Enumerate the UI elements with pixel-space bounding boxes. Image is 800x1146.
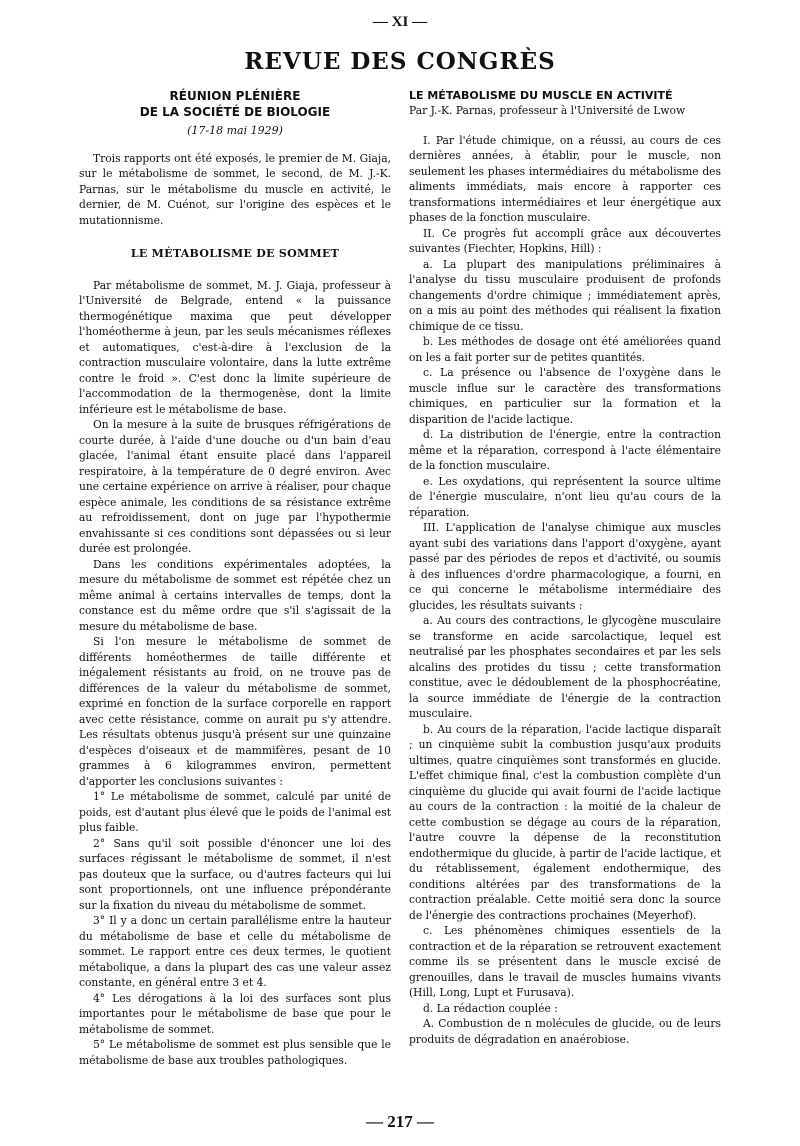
list-item: e. Les oxydations, qui représentent la source ultime de l'énergie musculaire, n'ont lieu qu'au cours de la réparation. bbox=[409, 474, 721, 519]
paragraph: III. L'application de l'analyse chimique aux muscles ayant subi des variations dans l'apport d'oxygène, ayant passé par des périodes de repos et d'activité, ou soumis à des influences d'ordre pharmacologique, a fourni, en ce qui concerne le métabolisme intermédiaire des glucides, les résultats suivants : bbox=[409, 521, 721, 612]
list-item: b. Les méthodes de dosage ont été améliorées quand on les a fait porter sur de petites quantités. bbox=[409, 335, 721, 364]
roman-folio: — XI — bbox=[372, 14, 428, 30]
list-item: c. La présence ou l'absence de l'oxygène dans le muscle influe sur le caractère des transformations chimiques, en particulier sur la formation et la disparition de l'acide lactique. bbox=[409, 366, 721, 426]
paragraph: On la mesure à la suite de brusques réfrigérations de courte durée, à l'aide d'une douche ou d'un bain d'eau glacée, l'animal étant ensuite placé dans l'appareil respiratoire, à la température de 0 degré environ. Avec une certaine expérience on arrive à réaliser, pour chaque espèce animale, les conditions de sa résistance extrême au refroidissement, dont on juge par l'hypothermie envahissante si ces conditions sont dépassées ou si leur durée est prolongée. bbox=[79, 418, 391, 555]
list-item: b. Au cours de la réparation, l'acide lactique disparaît ; un cinquième subit la combustion jusqu'aux produits ultimes, quatre cinquièmes sont transformés en glucide. L'effet chimique final, c'est la combustion complète d'un cinquième du glucide qui avait fourni de l'acide lactique au cours de la contraction : la moitié de la chaleur de cette combustion se dégage au cours de la réparation, l'autre couvre la dépense de la reconstitution endothermique du glucide, à partir de l'acide lactique, et du rétablissement, également endothermique, des conditions altérées par des transformations de la contraction préalable. Cette moitié sera donc la source de l'énergie des contractions prochaines (Meyerhof). bbox=[409, 722, 721, 922]
list-item: A. Combustion de n molécules de glucide, ou de leurs produits de dégradation en anaérobiose. bbox=[409, 1017, 721, 1046]
conclusion-item: 5° Le métabolisme de sommet est plus sensible que le métabolisme de base aux troubles pathologiques. bbox=[79, 1038, 391, 1067]
page-number: — 217 — bbox=[366, 1112, 434, 1131]
meeting-heading-line1: RÉUNION PLÉNIÈRE bbox=[169, 89, 301, 103]
conclusion-item: 3° Il y a donc un certain parallélisme entre la hauteur du métabolisme de base et celle du métabolisme de sommet. Le rapport entre ces deux termes, le quotient métabolique, a dans la plupart des cas une valeur assez constante, en général entre 3 et 4. bbox=[79, 914, 391, 989]
list-item: a. La plupart des manipulations préliminaires à l'analyse du tissu musculaire produisent de profonds changements d'ordre chimique ; immédiatement après, on a mis au point des méthodes qui réalisent la fixation chimique de ce tissu. bbox=[409, 257, 721, 333]
article-byline: Par J.-K. Parnas, professeur à l'Université de Lwow bbox=[409, 104, 686, 117]
conclusion-item: 1° Le métabolisme de sommet, calculé par unité de poids, est d'autant plus élevé que le poids de l'animal est plus faible. bbox=[79, 790, 391, 834]
left-column bbox=[79, 88, 391, 1068]
paragraph: Si l'on mesure le métabolisme de sommet de différents homéothermes de taille différente et inégalement résistants au froid, on ne trouve pas de différences de la valeur du métabolisme de sommet, exprimé en fonction de la surface corporelle en rapport avec cette résistance, comme on aurait pu s'y attendre. Les résultats obtenus jusqu'à présent sur une quinzaine d'espèces d'oiseaux et de mammifères, pesant de 10 grammes à 6 kilogrammes environ, permettent d'apporter les conclusions suivantes : bbox=[79, 635, 391, 788]
paragraph: II. Ce progrès fut accompli grâce aux découvertes suivantes (Fiechter, Hopkins, Hill) : bbox=[409, 226, 721, 255]
paragraph: Par métabolisme de sommet, M. J. Giaja, professeur à l'Université de Belgrade, entend « la puissance thermogénétique maxima que peut développer l'homéotherme à jeun, par les seuls mécanismes réflexes et automatiques, c'est-à-dire à l'exclusion de la contraction musculaire volontaire, dans la lutte extrême contre le froid ». C'est donc la limite supérieure de l'accommodation de la thermogenèse, dont la limite inférieure est le métabolisme de base. bbox=[79, 278, 391, 416]
journal-title: REVUE DES CONGRÈS bbox=[244, 48, 556, 75]
section-title: LE MÉTABOLISME DE SOMMET bbox=[130, 247, 340, 260]
paragraph: Dans les conditions expérimentales adoptées, la mesure du métabolisme de sommet est répétée chez un même animal à certains intervalles de temps, dont la constance est du même ordre que s'il s'agissait de la mesure du métabolisme de base. bbox=[79, 557, 391, 633]
conclusion-item: 2° Sans qu'il soit possible d'énoncer une loi des surfaces régissant le métabolisme de sommet, il n'est pas douteux que la surface, ou d'autres facteurs qui lui sont proportionnels, ont une influence prépondérante sur la fixation du niveau du métabolisme de sommet. bbox=[79, 836, 391, 912]
list-item: c. Les phénomènes chimiques essentiels de la contraction et de la réparation se retrouvent exactement comme ils se présentent dans le muscle excisé de grenouilles, dans le travail de muscles humains vivants (Hill, Long, Lupt et Furusava). bbox=[409, 924, 721, 999]
meeting-heading-line2: DE LA SOCIÉTÉ DE BIOLOGIE bbox=[139, 105, 331, 119]
intro-paragraph: Trois rapports ont été exposés, le premier de M. Giaja, sur le métabolisme de sommet, le second, de M. J.-K. Parnas, sur le métabolisme du muscle en activité, le dernier, de M. Cuénot, sur l'origine des espèces et le mutationnisme. bbox=[79, 151, 391, 227]
article-heading: LE MÉTABOLISME DU MUSCLE EN ACTIVITÉ bbox=[409, 89, 673, 102]
paragraph: I. Par l'étude chimique, on a réussi, au cours de ces dernières années, à établir, pour le muscle, non seulement les phases intermédiaires du métabolisme des aliments immédiats, mais encore à rapporter ces transformations intermédiaires et leur énergétique aux phases de la fonction musculaire. bbox=[409, 133, 721, 224]
right-column bbox=[409, 88, 721, 1047]
conclusion-item: 4° Les dérogations à la loi des surfaces sont plus importantes pour le métabolisme de base que pour le métabolisme de sommet. bbox=[79, 991, 391, 1036]
meeting-date: (17-18 mai 1929) bbox=[187, 124, 283, 137]
list-item: d. La rédaction couplée : bbox=[423, 1001, 558, 1015]
list-item: d. La distribution de l'énergie, entre la contraction même et la réparation, correspond à l'acte élémentaire de la fonction musculaire. bbox=[409, 428, 721, 472]
list-item: a. Au cours des contractions, le glycogène musculaire se transforme en acide sarcolactique, lequel est neutralisé par les phosphates secondaires et par les sels alcalins des protides du tissu ; cette transformation constitue, avec le dédoublement de la phosphocréatine, la source immédiate de l'énergie de la contraction musculaire. bbox=[409, 614, 721, 720]
